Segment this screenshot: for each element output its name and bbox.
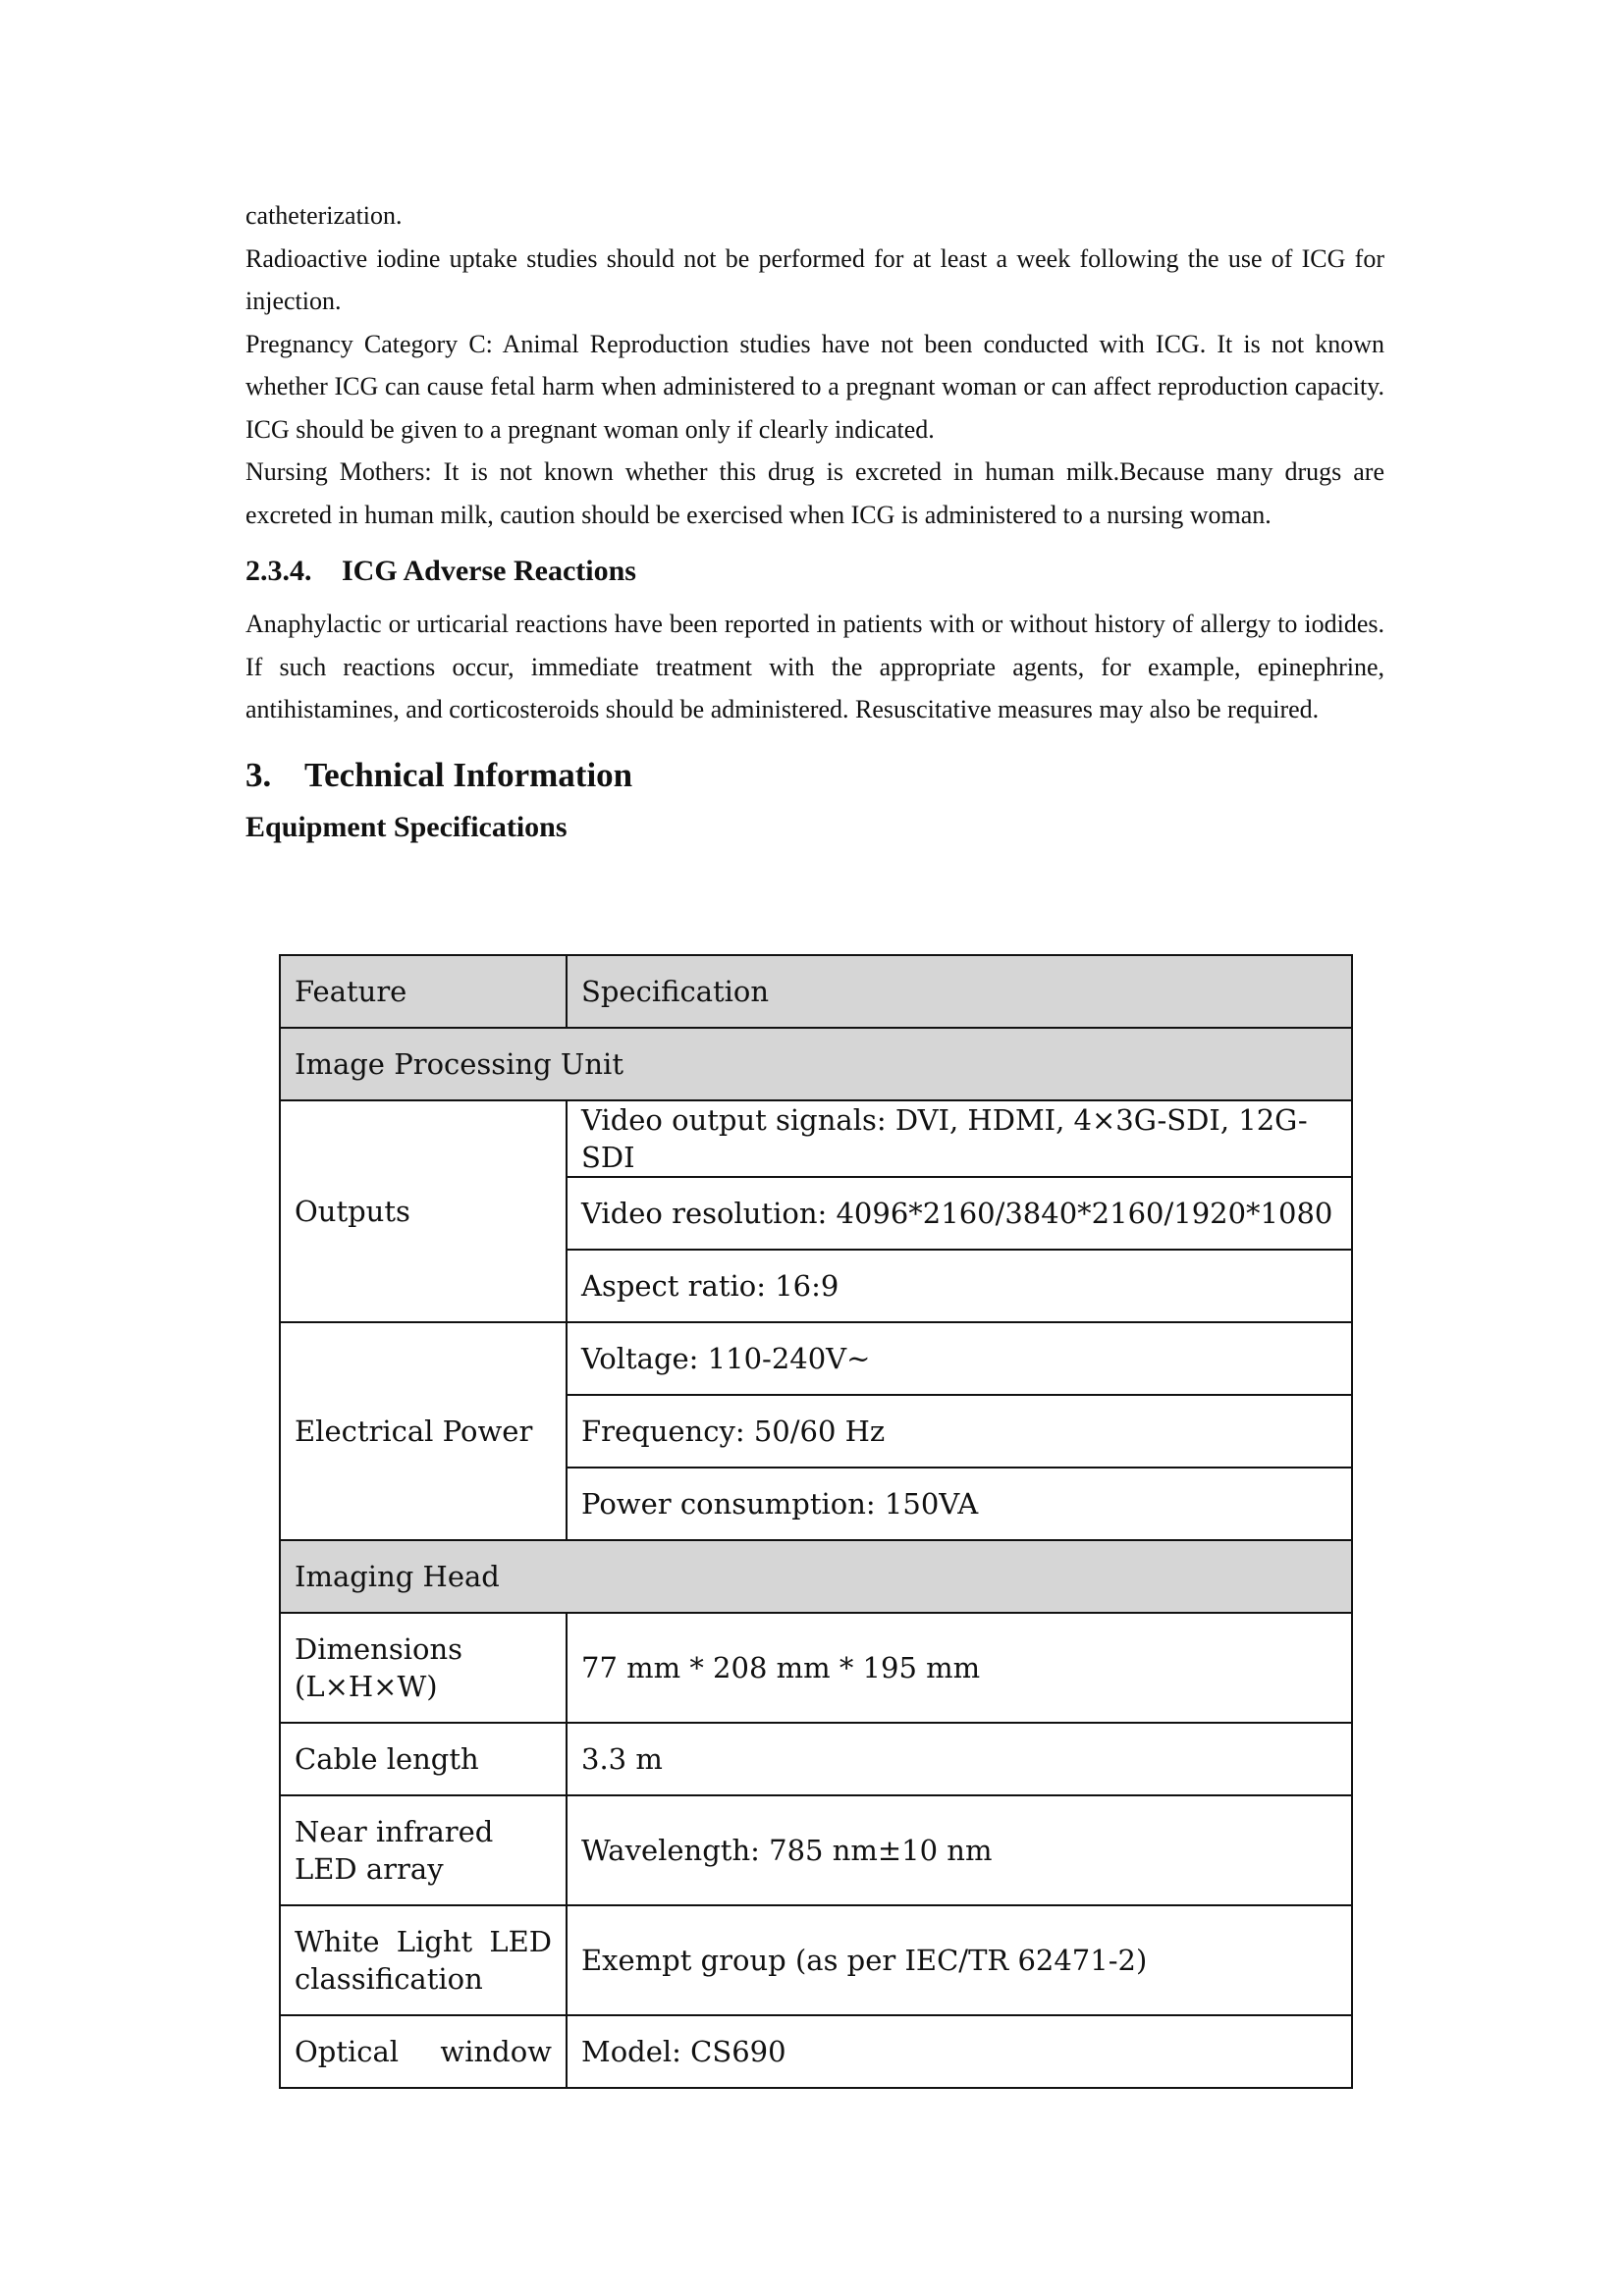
table-row [280, 1100, 1352, 1177]
document-page [245, 194, 1384, 851]
feature-electrical-power: Electrical Power [280, 1322, 567, 1540]
paragraph-radioactive-iodine: Radioactive iodine uptake studies should not be performed for at least a week following the use of ICG for injection. [245, 243, 1384, 315]
table-header-row [280, 955, 1352, 1028]
paragraph-nursing-mothers: Nursing Mothers: It is not known whether this drug is excreted in human milk.Because many drugs are excreted in human milk, caution should be exercised when ICG is administered to a nursing woman. [245, 457, 1384, 529]
group-label: Imaging Head [280, 1540, 1352, 1613]
group-row-imaging-head [280, 1540, 1352, 1613]
table-row [280, 2015, 1352, 2088]
feature-near-infrared-led: Near infrared LED array [280, 1795, 567, 1905]
spec-cell: Wavelength: 785 nm±10 nm [567, 1795, 1352, 1905]
section-number: 3. [245, 755, 272, 794]
table-row [280, 1795, 1352, 1905]
section-heading-adverse-reactions [245, 550, 1384, 593]
group-row-image-processing-unit [280, 1028, 1352, 1100]
section-heading-technical-information [245, 749, 1384, 802]
table-row [280, 1613, 1352, 1723]
feature-optical-window: Optical window [280, 2015, 567, 2088]
section-title: Technical Information [304, 755, 633, 794]
section-number: 2.3.4. [245, 555, 312, 587]
equipment-specifications-heading: Equipment Specifications [245, 810, 568, 843]
header-feature: Feature [280, 955, 567, 1028]
feature-white-light-led: White Light LED classification [280, 1905, 567, 2015]
table-row [280, 1905, 1352, 2015]
spec-cell: 77 mm * 208 mm * 195 mm [567, 1613, 1352, 1723]
spec-cell: Video output signals: DVI, HDMI, 4×3G-SDI, 12G-SDI [567, 1100, 1352, 1177]
header-specification: Specification [567, 955, 1352, 1028]
feature-outputs: Outputs [280, 1100, 567, 1322]
spec-cell: Power consumption: 150VA [567, 1468, 1352, 1540]
paragraph-adverse-reactions: Anaphylactic or urticarial reactions have been reported in patients with or without history of allergy to iodides. If such reactions occur, immediate treatment with the appropriate agents, for example, epinephrine, antihistamines, and corticosteroids should be administered. Resuscitative measures may also be required. [245, 610, 1384, 723]
paragraph-catheterization: catheterization. [245, 201, 403, 230]
spec-cell: Exempt group (as per IEC/TR 62471-2) [567, 1905, 1352, 2015]
specifications-table [279, 954, 1353, 2089]
spec-cell: Aspect ratio: 16:9 [567, 1250, 1352, 1322]
feature-dimensions: Dimensions (L×H×W) [280, 1613, 567, 1723]
table-row [280, 1723, 1352, 1795]
spec-cell: Voltage: 110-240V~ [567, 1322, 1352, 1395]
table-row [280, 1322, 1352, 1395]
spec-cell: 3.3 m [567, 1723, 1352, 1795]
spec-cell: Model: CS690 [567, 2015, 1352, 2088]
paragraph-pregnancy-category: Pregnancy Category C: Animal Reproduction studies have not been conducted with ICG. It is not known whether ICG can cause fetal harm when administered to a pregnant woman or can affect reproduction capacity. ICG should be given to a pregnant woman only if clearly indicated. [245, 329, 1384, 444]
feature-cable-length: Cable length [280, 1723, 567, 1795]
spec-cell: Frequency: 50/60 Hz [567, 1395, 1352, 1468]
section-title: ICG Adverse Reactions [342, 555, 636, 587]
spec-cell: Video resolution: 4096*2160/3840*2160/1920*1080 [567, 1177, 1352, 1250]
group-label: Image Processing Unit [280, 1028, 1352, 1100]
